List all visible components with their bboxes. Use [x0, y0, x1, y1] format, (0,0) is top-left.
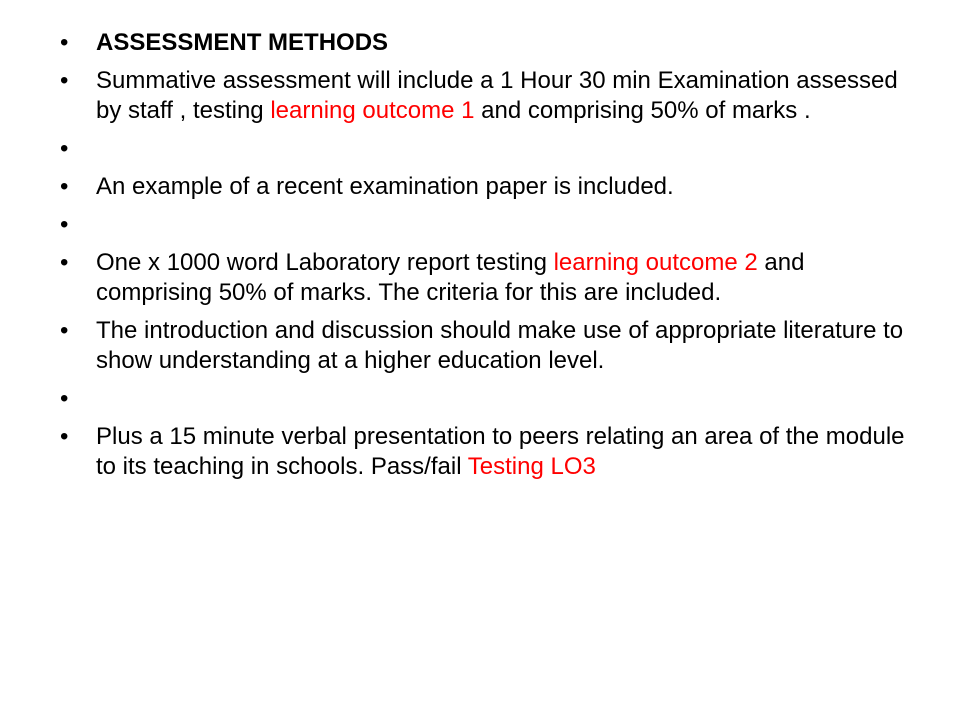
testing-lo3-highlight: Testing LO3: [467, 453, 596, 480]
bullet-text: Plus a 15 minute verbal presentation to peers relating an area of the module to its teaching in schools. Pass/fail: [96, 423, 905, 480]
bullet-empty: [60, 210, 920, 240]
bullet-text: One x 1000 word Laboratory report testing: [96, 249, 554, 276]
bullet-text: The introduction and discussion should make use of appropriate literature to show understanding at a higher education level.: [96, 317, 904, 374]
learning-outcome-2-highlight: learning outcome 2: [553, 249, 758, 276]
bullet-list: [60, 28, 920, 490]
bullet-example-paper: [60, 172, 920, 202]
bullet-text: Summative assessment will include a 1 Hour 30 min Examination assessed by staff , testing: [96, 67, 898, 124]
bullet-verbal-presentation: [60, 422, 920, 482]
assessment-methods-heading: ASSESSMENT METHODS: [96, 29, 389, 56]
bullet-heading: [60, 28, 920, 58]
bullet-text: and comprising 50% of marks .: [474, 97, 811, 124]
bullet-text: An example of a recent examination paper is included.: [96, 173, 674, 200]
learning-outcome-1-highlight: learning outcome 1: [270, 97, 475, 124]
bullet-empty: [60, 134, 920, 164]
bullet-laboratory-report: [60, 248, 920, 308]
bullet-summative-assessment: [60, 66, 920, 126]
bullet-introduction-discussion: [60, 316, 920, 376]
bullet-text: and comprising 50% of marks. The criteria for this are included.: [96, 249, 805, 306]
bullet-empty: [60, 384, 920, 414]
